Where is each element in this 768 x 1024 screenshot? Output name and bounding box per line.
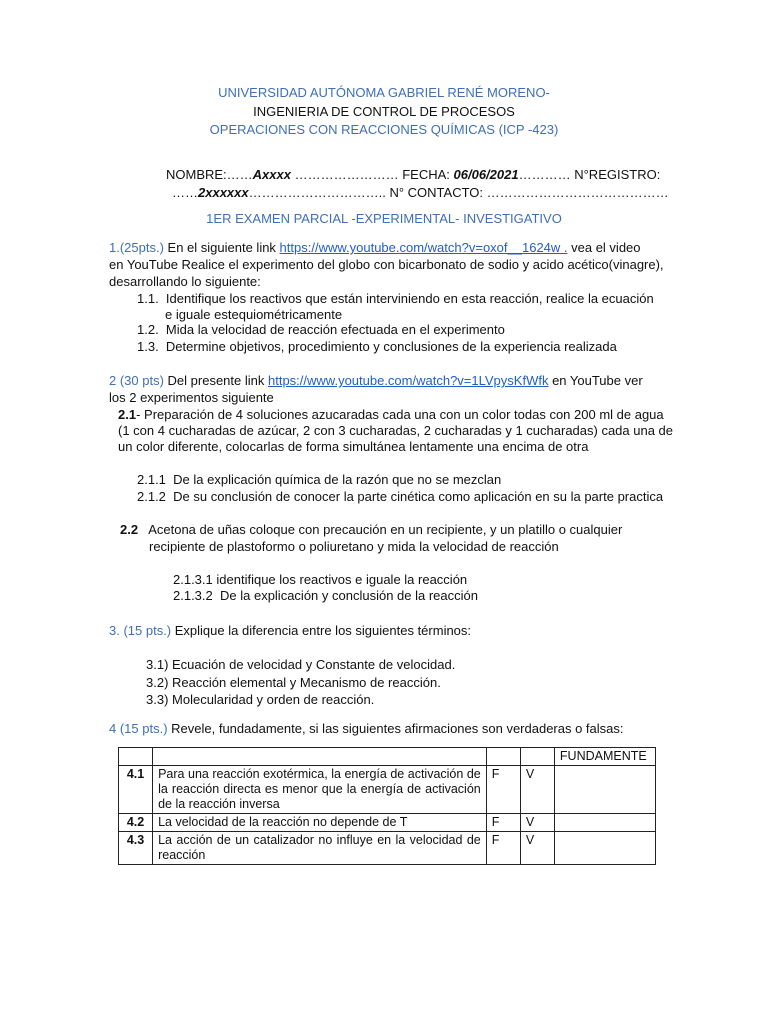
q2-1-2 [137, 489, 663, 505]
registro-label: N°REGISTRO: [574, 167, 661, 182]
q1-item-3-text: Determine objetivos, procedimiento y conclusiones de la experiencia realizada [165, 339, 617, 354]
registro-fill: ………………………….. [248, 185, 390, 200]
false-option[interactable]: F [486, 814, 520, 832]
table-row [119, 766, 656, 814]
q2-1-1 [137, 472, 501, 488]
career-title: INGENIERIA DE CONTROL DE PROCESOS [253, 104, 515, 119]
q1-item-2 [137, 322, 505, 338]
q3-points: 3. (15 pts.) [109, 623, 172, 638]
q1-item-1-num: 1.1. [137, 291, 159, 306]
q3-item-3: 3.3) Molecularidad y orden de reacción. [146, 692, 375, 707]
row-statement: Para una reacción exotérmica, la energía de activación de la reacción directa es menor que la energía de activación de la reacción inversa [153, 766, 487, 814]
table-row [119, 814, 656, 832]
q1-line-3: desarrollando lo siguiente: [109, 274, 261, 289]
q2-2-1 [173, 572, 467, 588]
student-info-line-1 [166, 167, 660, 183]
university-title: UNIVERSIDAD AUTÓNOMA GABRIEL RENÉ MORENO- [218, 85, 550, 100]
q2-points: 2 (30 pts) [109, 373, 164, 388]
fundamente-header: FUNDAMENTE [554, 748, 655, 766]
registro-value: 2xxxxxx [198, 185, 249, 200]
true-option[interactable]: V [520, 814, 554, 832]
q2-1-num: 2.1 [118, 407, 137, 422]
false-option[interactable]: F [486, 832, 520, 865]
q2-link[interactable]: https://www.youtube.com/watch?v=1LVpysKfWfk [267, 373, 549, 388]
date-fill: ………… [518, 167, 575, 182]
table-header-row [119, 748, 656, 766]
q2-2-text-1: Acetona de uñas coloque con precaución en un recipiente, y un platillo o cualquier [148, 522, 623, 537]
q2-1-line-3: un color diferente, colocarlas de forma simultánea lentamente una encima de otra [118, 439, 589, 454]
row-number: 4.1 [119, 766, 153, 814]
q1-item-3 [137, 339, 617, 355]
date-label: FECHA: [402, 167, 454, 182]
q2-2-1-num: 2.1.3.1 [173, 572, 213, 587]
q1-points: 1.(25pts.) [109, 240, 164, 255]
fundamente-cell[interactable] [554, 832, 655, 865]
row-statement: La velocidad de la reacción no depende de T [153, 814, 487, 832]
q1-intro: En el siguiente link [163, 240, 280, 255]
q4-text: Revele, fundadamente, si las siguientes afirmaciones son verdaderas o falsas: [167, 721, 624, 736]
q2-after: en YouTube ver [548, 373, 643, 388]
exam-title: 1ER EXAMEN PARCIAL -EXPERIMENTAL- INVESTIGATIVO [206, 211, 562, 226]
q1-item-2-text: Mida la velocidad de reacción efectuada en el experimento [165, 322, 505, 337]
q2-1-line-1 [118, 407, 664, 423]
q2-1-text-1: - Preparación de 4 soluciones azucaradas cada una con un color todas con 200 ml de agua [136, 407, 664, 422]
q1-item-1 [137, 291, 654, 307]
q4-points: 4 (15 pts.) [109, 721, 168, 736]
contacto-label: N° CONTACTO: …………………………………… [389, 185, 669, 200]
row-number: 4.2 [119, 814, 153, 832]
q2-1-2-text: De su conclusión de conocer la parte cinética como aplicación en su la parte practica [173, 489, 664, 504]
fundamente-cell[interactable] [554, 814, 655, 832]
q3-item-2: 3.2) Reacción elemental y Mecanismo de reacción. [146, 675, 441, 690]
q2-2-line-1 [120, 522, 622, 538]
q2-1-1-num: 2.1.1 [137, 472, 166, 487]
q3-line [109, 623, 471, 639]
true-false-table [118, 747, 656, 865]
name-value: Axxxx [252, 167, 291, 182]
row-number: 4.3 [119, 832, 153, 865]
q3-item-1: 3.1) Ecuación de velocidad y Constante de velocidad. [146, 657, 456, 672]
q2-2-line-2: recipiente de plastoformo o poliuretano y mida la velocidad de reacción [149, 539, 559, 554]
q1-line-1 [109, 240, 641, 256]
q2-line-1 [109, 373, 643, 389]
q2-2-2 [173, 588, 478, 604]
q2-2-num: 2.2 [120, 522, 139, 537]
q1-item-2-num: 1.2. [137, 322, 159, 337]
q4-line [109, 721, 624, 737]
q2-line-2: los 2 experimentos siguiente [109, 390, 274, 405]
table-row [119, 832, 656, 865]
date-value: 06/06/2021 [453, 167, 519, 182]
q2-intro: Del presente link [163, 373, 268, 388]
row-statement: La acción de un catalizador no influye en la velocidad de reacción [153, 832, 487, 865]
student-info-line-2 [172, 185, 669, 201]
q2-2-2-text: De la explicación y conclusión de la reacción [220, 588, 478, 603]
q1-line-2: en YouTube Realice el experimento del globo con bicarbonato de sodio y acido acético(vinagre), [109, 257, 664, 272]
q1-item-1-cont: e iguale estequiométricamente [165, 307, 343, 322]
q2-1-2-num: 2.1.2 [137, 489, 166, 504]
true-option[interactable]: V [520, 766, 554, 814]
q1-link[interactable]: https://www.youtube.com/watch?v=oxof__1624w . [279, 240, 568, 255]
course-title: OPERACIONES CON REACCIONES QUÍMICAS (ICP -423) [209, 122, 559, 137]
q2-1-1-text: De la explicación química de la razón que no se mezclan [173, 472, 502, 487]
name-fill: …………………… [290, 167, 403, 182]
q2-2-1-text: identifique los reactivos e iguale la reacción [216, 572, 468, 587]
q3-text: Explique la diferencia entre los siguientes términos: [171, 623, 472, 638]
q1-after: vea el video [567, 240, 641, 255]
true-option[interactable]: V [520, 832, 554, 865]
q2-2-2-num: 2.1.3.2 [173, 588, 213, 603]
q1-item-1-text: Identifique los reactivos que están interviniendo en esta reacción, realice la ecuación [165, 291, 654, 306]
name-label: NOMBRE:…… [166, 167, 253, 182]
registro-prefix: …… [172, 185, 198, 200]
q2-1-line-2: (1 con 4 cucharadas de azúcar, 2 con 3 cucharadas, 2 cucharadas y 1 cucharadas) cada una de [118, 423, 674, 438]
fundamente-cell[interactable] [554, 766, 655, 814]
q1-item-3-num: 1.3. [137, 339, 159, 354]
false-option[interactable]: F [486, 766, 520, 814]
